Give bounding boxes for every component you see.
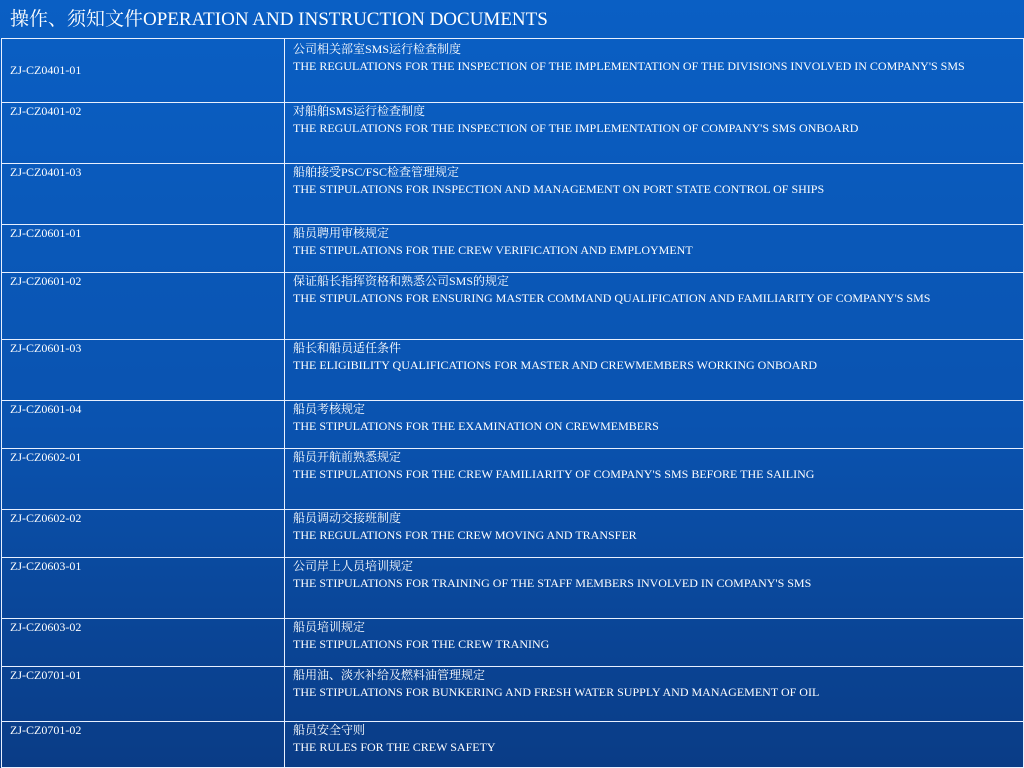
document-title-cn: 公司相关部室SMS运行检查制度	[293, 42, 462, 56]
document-code: ZJ-CZ0401-02	[2, 103, 285, 164]
document-title-cn: 船员调动交接班制度	[293, 511, 402, 525]
document-code: ZJ-CZ0701-02	[2, 722, 285, 768]
document-title-cn: 船员培训规定	[293, 620, 366, 634]
document-title-cn: 对船舶SMS运行检查制度	[293, 104, 426, 118]
table-row	[2, 558, 1024, 619]
document-title-en: THE STIPULATIONS FOR INSPECTION AND MANAGEMENT ON PORT STATE CONTROL OF SHIPS	[293, 182, 825, 196]
document-code: ZJ-CZ0701-01	[2, 667, 285, 722]
documents-table	[1, 38, 1024, 768]
document-description	[285, 225, 1024, 273]
table-row	[2, 340, 1024, 401]
table-row	[2, 164, 1024, 225]
table-row	[2, 273, 1024, 340]
document-title-en: THE REGULATIONS FOR THE INSPECTION OF THE IMPLEMENTATION OF COMPANY'S SMS ONBOARD	[293, 121, 859, 135]
document-code: ZJ-CZ0601-02	[2, 273, 285, 340]
document-title-cn: 船员考核规定	[293, 402, 366, 416]
document-title-en: THE ELIGIBILITY QUALIFICATIONS FOR MASTER AND CREWMEMBERS WORKING ONBOARD	[293, 358, 817, 372]
table-row	[2, 722, 1024, 768]
document-description	[285, 340, 1024, 401]
document-code: ZJ-CZ0601-03	[2, 340, 285, 401]
document-description	[285, 722, 1024, 768]
document-title-en: THE STIPULATIONS FOR THE EXAMINATION ON CREWMEMBERS	[293, 419, 659, 433]
document-description	[285, 619, 1024, 667]
document-title-cn: 船长和船员适任条件	[293, 341, 402, 355]
document-title-cn: 保证船长指挥资格和熟悉公司SMS的规定	[293, 274, 510, 288]
document-description	[285, 103, 1024, 164]
table-row	[2, 449, 1024, 510]
document-description	[285, 667, 1024, 722]
document-description	[285, 164, 1024, 225]
document-code: ZJ-CZ0601-04	[2, 401, 285, 449]
table-row	[2, 619, 1024, 667]
document-code: ZJ-CZ0603-01	[2, 558, 285, 619]
document-title-cn: 船员开航前熟悉规定	[293, 450, 402, 464]
table-row	[2, 225, 1024, 273]
document-description	[285, 449, 1024, 510]
document-title-cn: 船用油、淡水补给及燃料油管理规定	[293, 668, 486, 682]
document-code: ZJ-CZ0601-01	[2, 225, 285, 273]
document-title-en: THE REGULATIONS FOR THE CREW MOVING AND TRANSFER	[293, 528, 637, 542]
document-description	[285, 558, 1024, 619]
page-title: 操作、须知文件OPERATION AND INSTRUCTION DOCUMENTS	[10, 9, 548, 30]
document-description	[285, 273, 1024, 340]
document-code: ZJ-CZ0602-01	[2, 449, 285, 510]
document-code: ZJ-CZ0603-02	[2, 619, 285, 667]
document-title-cn: 船员安全守则	[293, 723, 366, 737]
document-title-cn: 公司岸上人员培训规定	[293, 559, 414, 573]
document-title-en: THE STIPULATIONS FOR BUNKERING AND FRESH WATER SUPPLY AND MANAGEMENT OF OIL	[293, 685, 820, 699]
document-title-en: THE STIPULATIONS FOR TRAINING OF THE STAFF MEMBERS INVOLVED IN COMPANY'S SMS	[293, 576, 812, 590]
document-code: ZJ-CZ0401-01	[2, 39, 285, 103]
table-row	[2, 667, 1024, 722]
document-title-en: THE STIPULATIONS FOR ENSURING MASTER COMMAND QUALIFICATION AND FAMILIARITY OF COMPANY'S SMS	[293, 291, 931, 305]
document-title-cn: 船舶接受PSC/FSC检查管理规定	[293, 165, 460, 179]
document-code: ZJ-CZ0602-02	[2, 510, 285, 558]
document-title-en: THE RULES FOR THE CREW SAFETY	[293, 740, 496, 754]
document-description	[285, 510, 1024, 558]
table-row	[2, 103, 1024, 164]
table-row	[2, 39, 1024, 103]
document-title-en: THE STIPULATIONS FOR THE CREW VERIFICATION AND EMPLOYMENT	[293, 243, 693, 257]
document-title-en: THE STIPULATIONS FOR THE CREW FAMILIARITY OF COMPANY'S SMS BEFORE THE SAILING	[293, 467, 815, 481]
document-code: ZJ-CZ0401-03	[2, 164, 285, 225]
table-row	[2, 401, 1024, 449]
document-title-en: THE STIPULATIONS FOR THE CREW TRANING	[293, 637, 550, 651]
table-row	[2, 510, 1024, 558]
document-description	[285, 39, 1024, 103]
document-title-en: THE REGULATIONS FOR THE INSPECTION OF THE IMPLEMENTATION OF THE DIVISIONS INVOLVED IN COMPANY'S SMS	[293, 59, 965, 73]
document-title-cn: 船员聘用审核规定	[293, 226, 390, 240]
document-description	[285, 401, 1024, 449]
